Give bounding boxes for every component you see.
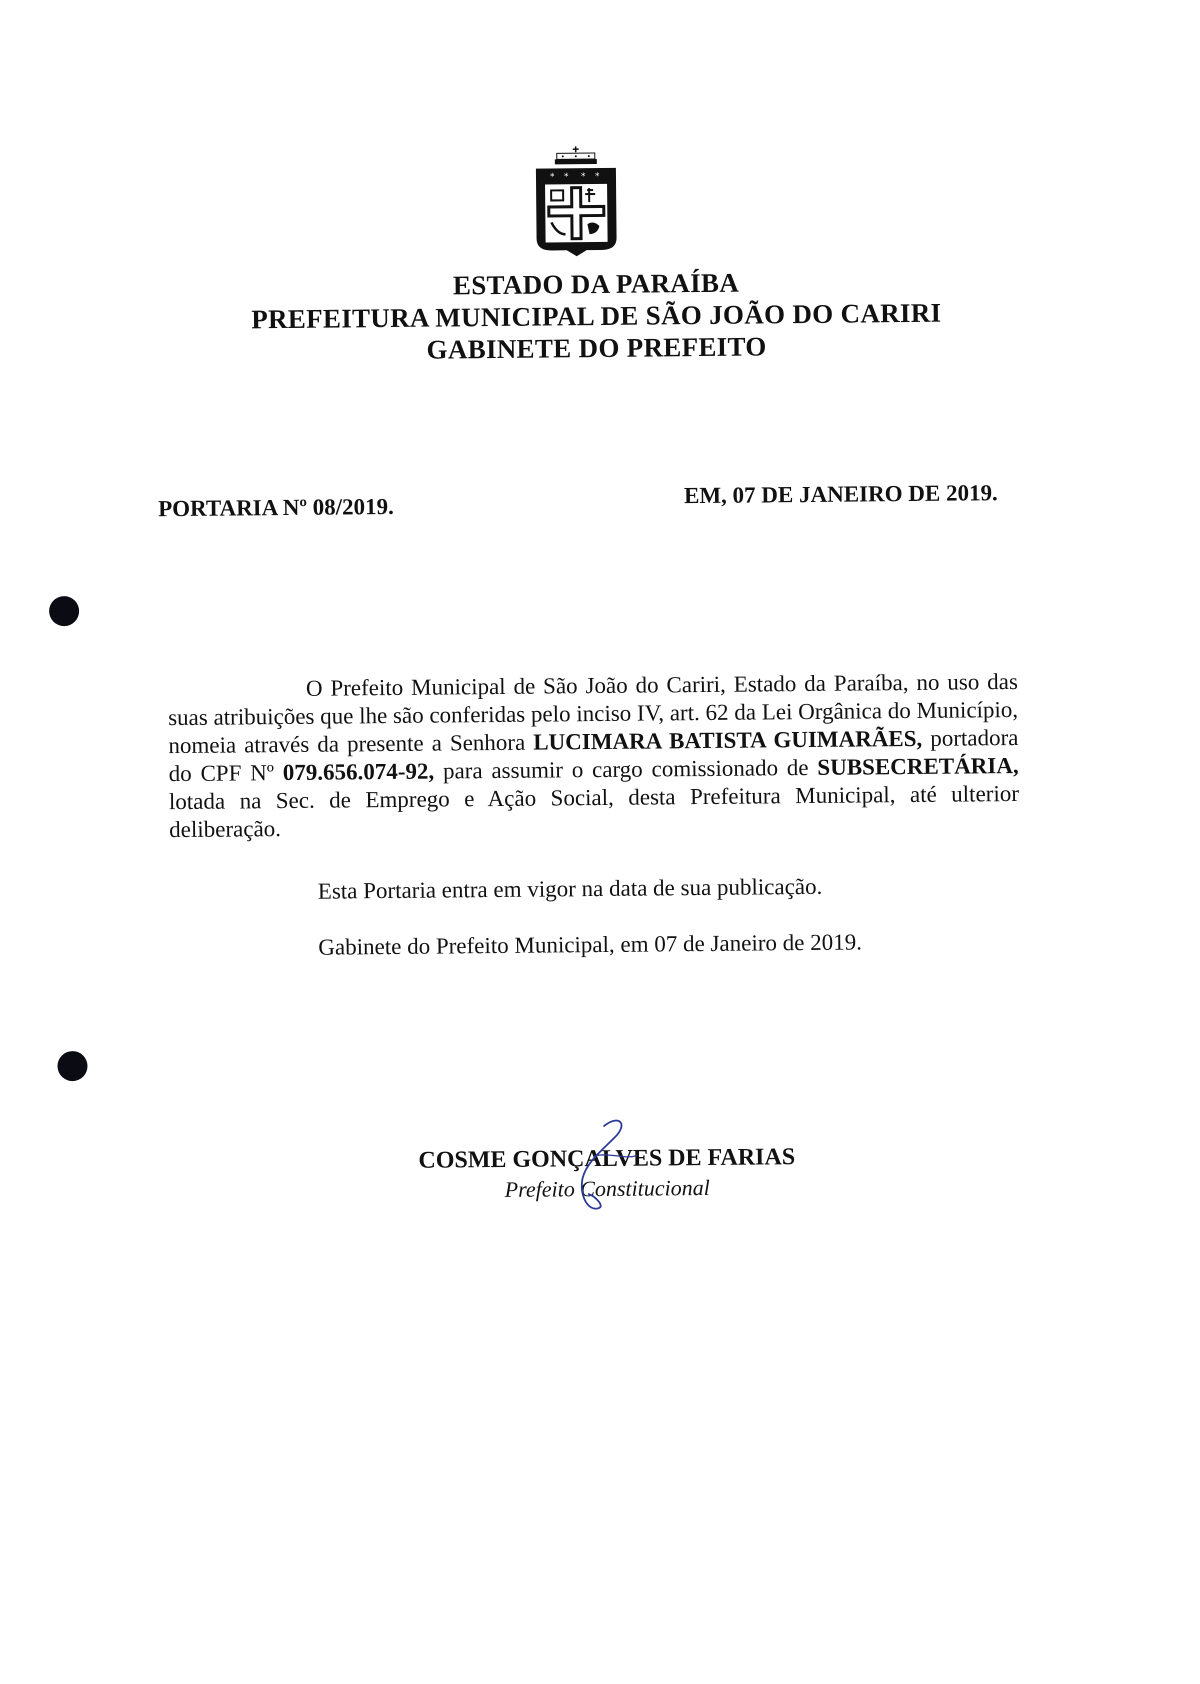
header-state: ESTADO DA PARAÍBA [0,262,1196,306]
body-text-segment: portadora do CPF Nº [169,725,1019,786]
body-paragraph [168,668,1020,844]
appointee-name: LUCIMARA BATISTA GUIMARÃES, [533,726,922,755]
svg-text:*: * [550,172,555,182]
effective-clause: Esta Portaria entra em vigor na data de sua publicação. [318,874,823,905]
punch-hole [49,596,79,626]
header-gabinete: GABINETE DO PREFEITO [0,326,1197,370]
portaria-number: PORTARIA Nº 08/2019. [158,494,394,522]
header-prefeitura: PREFEITURA MUNICIPAL DE SÃO JOÃO DO CARIRI [0,294,1196,338]
closing-line: Gabinete do Prefeito Municipal, em 07 de Janeiro de 2019. [318,929,862,960]
coat-of-arms-icon [531,146,622,259]
svg-text:*: * [581,172,586,182]
svg-text:*: * [595,172,600,182]
signatory-name: COSME GONÇALVES DE FARIAS [418,1144,795,1175]
cpf-number: 079.656.074-92, [283,759,435,785]
position-title: SUBSECRETÁRIA, [817,753,1019,780]
svg-text:*: * [564,172,569,182]
signatory-title: Prefeito Constitucional [505,1175,710,1203]
punch-hole [57,1051,87,1081]
handwritten-signature-icon [564,1116,655,1217]
body-text-segment: lotada na Sec. de Emprego e Ação Social, desta Prefeitura Municipal, até ulterior deliberação. [169,781,1019,842]
body-text-segment: para assumir o cargo comissionado de [434,755,817,784]
portaria-date: EM, 07 DE JANEIRO DE 2019. [684,480,998,509]
body-text-segment: O Prefeito Municipal de São João do Cariri, Estado da Paraíba, no uso das suas atribuições que lhe são conferidas pelo inciso IV, art. 62 da Lei Orgânica do Município, nomeia através da presente a Senhora [168,669,1018,758]
